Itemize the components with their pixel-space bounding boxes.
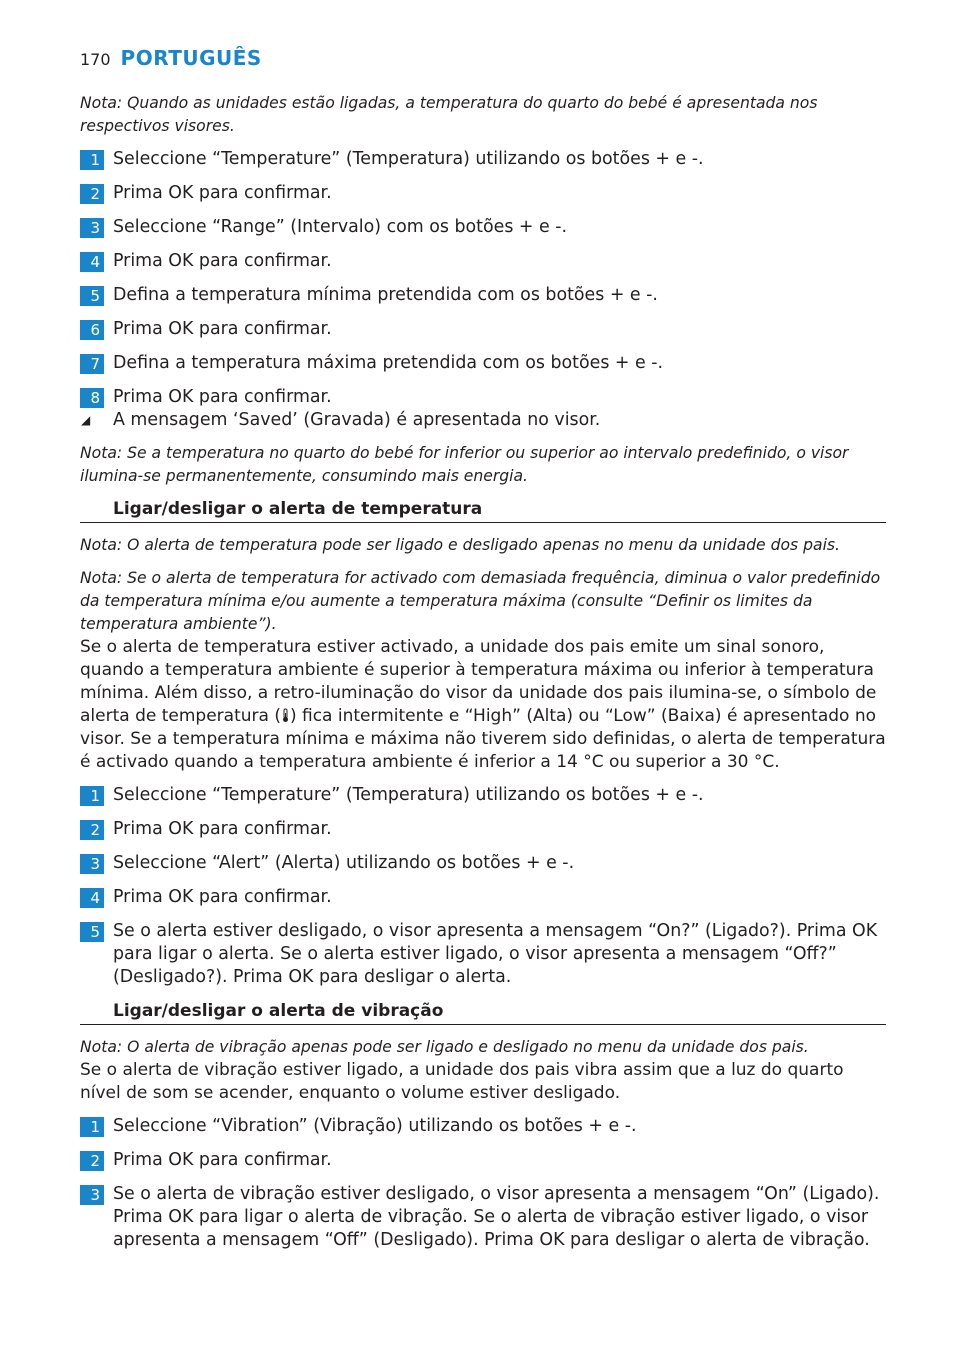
thermometer-icon xyxy=(281,705,290,728)
step-number: 6 xyxy=(80,320,104,340)
step-text: Defina a temperatura máxima pretendida com os botões + e -. xyxy=(113,353,664,373)
result-text: A mensagem ‘Saved’ (Gravada) é apresentada no visor. xyxy=(113,410,601,430)
step-number: 2 xyxy=(80,1151,104,1171)
language-title: PORTUGUÊS xyxy=(120,46,262,70)
step-item xyxy=(80,920,886,989)
step-number: 8 xyxy=(80,388,104,408)
step-text: Se o alerta estiver desligado, o visor apresenta a mensagem “On?” (Ligado?). Prima OK para ligar o alerta. Se o alerta estiver ligado, o visor apresenta a mensagem “Off?” (Desligado?). Prima OK para desligar o alerta. xyxy=(113,921,878,987)
step-item xyxy=(80,318,886,341)
step-number: 1 xyxy=(80,1117,104,1137)
step-item xyxy=(80,1149,886,1172)
body-paragraph: Se o alerta de vibração estiver ligado, a unidade dos pais vibra assim que a luz do quarto nível de som se acender, enquanto o volume estiver desligado. xyxy=(80,1060,844,1103)
section-heading: Ligar/desligar o alerta de vibração xyxy=(80,1000,886,1025)
step-text: Seleccione “Alert” (Alerta) utilizando os botões + e -. xyxy=(113,853,575,873)
step-text: Seleccione “Vibration” (Vibração) utilizando os botões + e -. xyxy=(113,1116,637,1136)
steps-list xyxy=(80,148,886,409)
step-number: 2 xyxy=(80,820,104,840)
step-text: Defina a temperatura mínima pretendida com os botões + e -. xyxy=(113,285,658,305)
step-text: Prima OK para confirmar. xyxy=(113,251,332,271)
step-text: Prima OK para confirmar. xyxy=(113,387,332,407)
step-item xyxy=(80,182,886,205)
paragraph-text: ) fica intermitente e “High” (Alta) ou “Low” (Baixa) é apresentado no visor. Se a temperatura mínima e máxima não tiverem sido definidas, o alerta de temperatura é activado quando a temperatura ambiente é inferior a 14 °C ou superior a 30 °C. xyxy=(80,706,886,772)
step-text: Prima OK para confirmar. xyxy=(113,319,332,339)
step-number: 3 xyxy=(80,218,104,238)
step-number: 3 xyxy=(80,854,104,874)
step-item xyxy=(80,852,886,875)
step-text: Prima OK para confirmar. xyxy=(113,819,332,839)
step-item xyxy=(80,1183,886,1252)
step-text: Seleccione “Temperature” (Temperatura) utilizando os botões + e -. xyxy=(113,785,704,805)
step-item xyxy=(80,1115,886,1138)
note: Nota: Se o alerta de temperatura for activado com demasiada frequência, diminua o valor predefinido da temperatura mínima e/ou aumente a temperatura máxima (consulte “Definir os limites da temperatura ambiente”). xyxy=(80,569,881,633)
steps-list xyxy=(80,784,886,989)
step-item xyxy=(80,284,886,307)
note: Nota: O alerta de temperatura pode ser ligado e desligado apenas no menu da unidade dos pais. xyxy=(80,536,840,554)
step-text: Se o alerta de vibração estiver desligado, o visor apresenta a mensagem “On” (Ligado). Prima OK para ligar o alerta de vibração. Se o alerta de vibração estiver ligado, o visor apresenta a mensagem “Off” (Desligado). Prima OK para desligar o alerta de vibração. xyxy=(113,1184,880,1250)
step-item xyxy=(80,818,886,841)
step-text: Prima OK para confirmar. xyxy=(113,887,332,907)
paragraph-text: Se o alerta de temperatura estiver activado, a unidade dos pais emite um sinal sonoro, quando a temperatura ambiente é superior à temperatura máxima ou inferior à temperatura mínima. Além disso, a retro-iluminação do visor da unidade dos pais ilumina-se, o símbolo de alerta de temperatura ( xyxy=(80,637,877,726)
step-text: Seleccione “Temperature” (Temperatura) utilizando os botões + e -. xyxy=(113,149,704,169)
section-heading: Ligar/desligar o alerta de temperatura xyxy=(80,498,886,523)
step-number: 1 xyxy=(80,786,104,806)
step-text: Prima OK para confirmar. xyxy=(113,1150,332,1170)
step-number: 4 xyxy=(80,252,104,272)
body-paragraph xyxy=(80,636,886,774)
step-item xyxy=(80,250,886,273)
step-text: Seleccione “Range” (Intervalo) com os botões + e -. xyxy=(113,217,568,237)
step-text: Prima OK para confirmar. xyxy=(113,183,332,203)
steps-list xyxy=(80,1115,886,1252)
note: Nota: O alerta de vibração apenas pode ser ligado e desligado no menu da unidade dos pais. xyxy=(80,1038,809,1056)
step-number: 3 xyxy=(80,1185,104,1205)
result-arrow-icon: ◢ xyxy=(81,413,91,427)
step-item xyxy=(80,386,886,409)
step-number: 4 xyxy=(80,888,104,908)
step-number: 5 xyxy=(80,286,104,306)
step-item xyxy=(80,216,886,239)
note: Nota: Se a temperatura no quarto do bebé for inferior ou superior ao intervalo predefinido, o visor ilumina-se permanentemente, consumindo mais energia. xyxy=(80,444,849,485)
step-number: 2 xyxy=(80,184,104,204)
page-number: 170 xyxy=(80,50,111,69)
result-line xyxy=(80,409,886,432)
page-header xyxy=(80,46,886,70)
manual-page xyxy=(80,46,886,1263)
step-item xyxy=(80,352,886,375)
step-number: 7 xyxy=(80,354,104,374)
step-item xyxy=(80,886,886,909)
note: Nota: Quando as unidades estão ligadas, a temperatura do quarto do bebé é apresentada nos respectivos visores. xyxy=(80,94,818,135)
step-item xyxy=(80,148,886,171)
step-item xyxy=(80,784,886,807)
step-number: 1 xyxy=(80,150,104,170)
step-number: 5 xyxy=(80,922,104,942)
